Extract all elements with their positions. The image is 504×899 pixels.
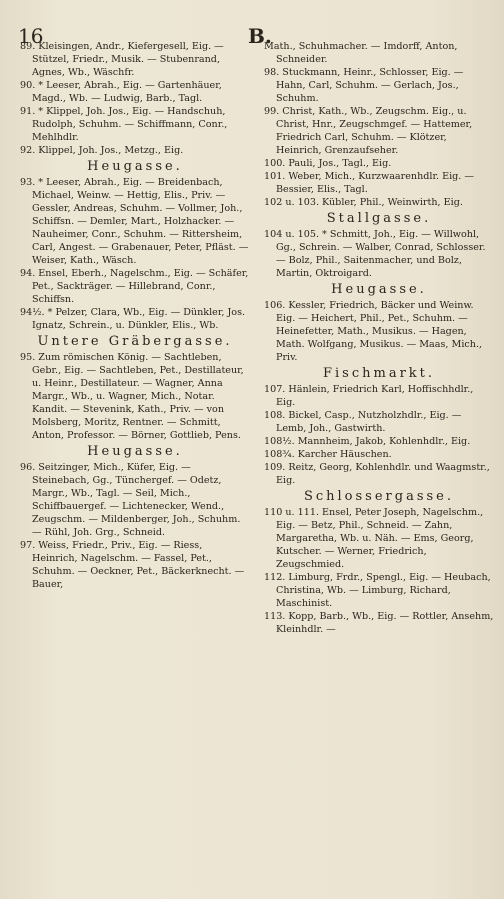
address-entry: 92. Klippel, Joh. Jos., Metzg., Eig. [20,145,184,156]
address-entry: 96. Seitzinger, Mich., Küfer, Eig. — Steinebach, Gg., Tünchergef. — Odetz, Margr., Wb., Tagl. — Seil, Mich., Schiffbauergef. — Lichtenecker, Wend., Zeugschm. — Mildenberger, Joh., Schuhm. — Rühl, Joh. Grg., Schneid. [20,462,241,538]
address-entry: 98. Stuckmann, Heinr., Schlosser, Eig. — Hahn, Carl, Schuhm. — Gerlach, Jos., Schuhm. [264,67,464,104]
address-entry: 101. Weber, Mich., Kurzwaarenhdlr. Eig. — Bessier, Elis., Tagl. [264,171,475,195]
page-letter: B. [248,24,272,48]
address-entry: 112. Limburg, Frdr., Spengl., Eig. — Heubach, Christina, Wb. — Limburg, Richard, Maschinist. [264,572,491,609]
address-entry: 107. Hänlein, Friedrich Karl, Hoffischhdlr., Eig. [264,384,474,408]
address-entry: 95. Zum römischen König. — Sachtleben, Gebr., Eig. — Sachtleben, Pet., Destillateur, u. Heinr., Destillateur. — Wagner, Anna Margr., Wb., u. Wagner, Mich., Notar. Kandit. — Stevenink, Kath., Priv. — von Molsberg, Moritz, Rentner. — Schmitt, Anton, Professor. — Börner, Gottlieb, Pens. [20,352,244,441]
address-entry: 104 u. 105. * Schmitt, Joh., Eig. — Willwohl, Gg., Schrein. — Walber, Conrad, Schlosser. — Bolz, Phil., Saitenmacher, und Bolz, Martin, Oktroigard. [264,229,486,279]
address-entry: 94½. * Pelzer, Clara, Wb., Eig. — Dünkler, Jos. Ignatz, Schrein., u. Dünkler, Elis., Wb. [20,307,246,331]
address-entry: 102 u. 103. Kübler, Phil., Weinwirth, Eig. [264,197,463,208]
left-column [20,40,250,636]
address-entry: 108¾. Karcher Häuschen. [264,449,392,460]
street-heading: Fischmarkt. [322,366,436,381]
street-heading: Stallgasse. [326,211,432,226]
street-heading: Schlossergasse. [303,489,455,504]
address-entry: 91. * Klippel, Joh. Jos., Eig. — Handschuh, Rudolph, Schuhm. — Schiffmann, Conr., Mehlhdlr. [20,106,228,143]
address-entry: 108½. Mannheim, Jakob, Kohlenhdlr., Eig. [264,436,471,447]
street-heading: Heugasse. [331,282,427,297]
address-entry: 110 u. 111. Ensel, Peter Joseph, Nagelschm., Eig. — Betz, Phil., Schneid. — Zahn, Margaretha, Wb. u. Näh. — Ems, Georg, Kutscher. — Werner, Friedrich, Zeugschmied. [264,507,484,570]
address-entry: 89. Kleisingen, Andr., Kiefergesell, Eig. — Stützel, Friedr., Musik. — Stubenrand, Agnes, Wb., Wäschfr. [20,41,224,78]
address-entry: 108. Bickel, Casp., Nutzholzhdlr., Eig. — Lemb, Joh., Gastwirth. [264,410,462,434]
address-entry: 97. Weiss, Friedr., Priv., Eig. — Riess, Heinrich, Nagelschm. — Fassel, Pet., Schuhm. — Oeckner, Pet., Bäckerknecht. — Bauer, [20,540,245,590]
address-entry: 113. Kopp, Barb., Wb., Eig. — Rottler, Ansehm, Kleinhdlr. — [264,611,494,635]
address-entry: 93. * Leeser, Abrah., Eig. — Breidenbach, Michael, Weinw. — Hettig, Elis., Priv. — Gessler, Andreas, Schuhm. — Vollmer, Joh., Schiffsn. — Demler, Mart., Holzhacker. — Nauheimer, Conr., Schuhm. — Rittersheim, Carl, Angest. — Grabenauer, Peter, Pfläst. — Weiser, Kath., Wäsch. [20,177,249,266]
address-entry: 106. Kessler, Friedrich, Bäcker und Weinw. Eig. — Heichert, Phil., Pet., Schuhm. — Heinefetter, Math., Musikus. — Hagen, Math. Wolfgang, Musikus. — Maas, Mich., Priv. [264,300,483,363]
street-heading: Untere Gräbergasse. [37,334,233,349]
street-heading: Heugasse. [87,444,183,459]
address-entry: 100. Pauli, Jos., Tagl., Eig. [264,158,392,169]
text-columns [20,40,494,636]
address-entry: Math., Schuhmacher. — Imdorff, Anton, Schneider. [264,41,458,65]
right-column [264,40,494,636]
address-entry: 99. Christ, Kath., Wb., Zeugschm. Eig., u. Christ, Hnr., Zeugschmgef. — Hattemer, Friedrich Carl, Schuhm. — Klötzer, Heinrich, Grenzaufseher. [264,106,473,156]
address-entry: 90. * Leeser, Abrah., Eig. — Gartenhäuer, Magd., Wb. — Ludwig, Barb., Tagl. [20,80,222,104]
street-heading: Heugasse. [87,159,183,174]
address-entry: 94. Ensel, Eberh., Nagelschm., Eig. — Schäfer, Pet., Sackträger. — Hillebrand, Conr., Schiffsn. [20,268,249,305]
page-number: 16 [18,24,44,48]
address-entry: 109. Reitz, Georg, Kohlenhdlr. und Waagmstr., Eig. [264,462,490,486]
